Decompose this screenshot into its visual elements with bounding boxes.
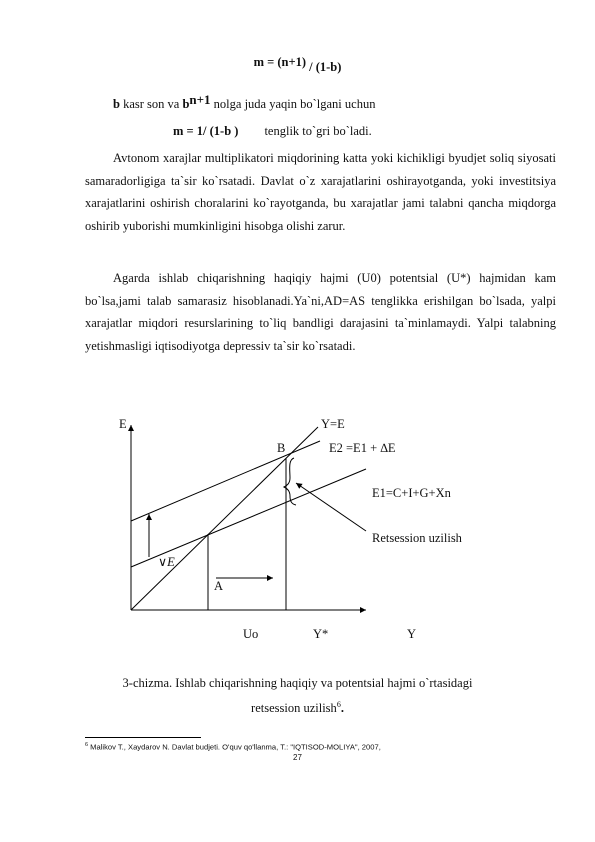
formula-denominator: / (1-b) [306, 60, 342, 74]
paragraph-multiplier: Avtonom xarajlar multiplikatori miqdorining katta yoki kichikligi byudjet soliq siyosati samaradorligiga ta`sir ko`rsatadi. Davlat o`z xarajatlarini oshirayotganda, yoki investitsiya xarajatlarini oshirish choralarini ko`rayotganda, bu xarajatlar jami talabni qancha miqdorga oshirib yuborishi mumkinligini hisobga olishi zarur. [85, 151, 556, 233]
figure-caption [0, 673, 595, 719]
line-45-label: Y=E [321, 417, 345, 431]
result-line [173, 124, 372, 139]
condition-variable: b [113, 97, 120, 111]
recession-gap-diagram [0, 400, 595, 650]
caption-footnote-mark: 6 [336, 700, 341, 709]
condition-text-1: kasr son va [119, 97, 183, 111]
footnote-mark: 6 [85, 742, 89, 748]
point-a-label: A [214, 579, 224, 593]
x-axis-label: Y [407, 627, 417, 641]
caption-line-1: 3-chizma. Ishlab chiqarishning haqiqiy va potentsial hajmi o`rtasidagi [122, 676, 473, 690]
condition-power-exponent: n+1 [189, 92, 211, 107]
footnote-text: Malikov T., Xaydarov N. Davlat budjeti. O'quv qo'llanma, T.: "IQTISOD-MOLIYA", 2007, [88, 742, 381, 752]
condition-line [113, 92, 375, 112]
caption-line-2: retsession uzilish$^6$. [251, 700, 344, 716]
paragraph-recession: Agarda ishlab chiqarishning haqiqiy hajmi (U0) potentsial (U*) hajmidan kam bo`lsa,jami talab samarasiz hisoblanadi.Ya`ni,AD=AS tenglikka erishilgan bo`lsada, yalpi xarajatlar miqdori resurslarining to`liq bandligi darajasini ta`minlamaydi. Yalpi talabning yetishmasligi iqtisodiyotga depressiv ta`sir ko`rsatadi. [85, 271, 556, 353]
result-text: tenglik to`gri bo`ladi. [264, 124, 372, 138]
result-formula: m = 1/ (1-b ) [173, 124, 239, 138]
formula-numerator: m = (n+1) [253, 55, 306, 69]
footnote-divider [85, 737, 201, 738]
condition-text-2: nolga juda yaqin bo`lgani uchun [210, 97, 376, 111]
y-axis-label: E [119, 417, 127, 431]
e2-line [131, 441, 320, 521]
point-b-label: B [277, 441, 286, 455]
x-tick-ystar: Y* [313, 627, 329, 641]
line-45-degree [131, 427, 318, 610]
recession-label: Retsession uzilish [372, 531, 462, 545]
condition-power-base: b [182, 97, 190, 111]
page-number: 27 [293, 753, 302, 762]
e1-line [131, 469, 366, 567]
multiplier-formula [0, 55, 595, 75]
recession-pointer [296, 483, 366, 531]
e2-label: E2 =E1 + ∆E [329, 441, 396, 455]
e1-label: E1=C+I+G+Xn [372, 486, 451, 500]
footnote [85, 742, 381, 752]
x-tick-u0: Uo [243, 627, 259, 641]
delta-e-label: ∨E [158, 555, 175, 569]
